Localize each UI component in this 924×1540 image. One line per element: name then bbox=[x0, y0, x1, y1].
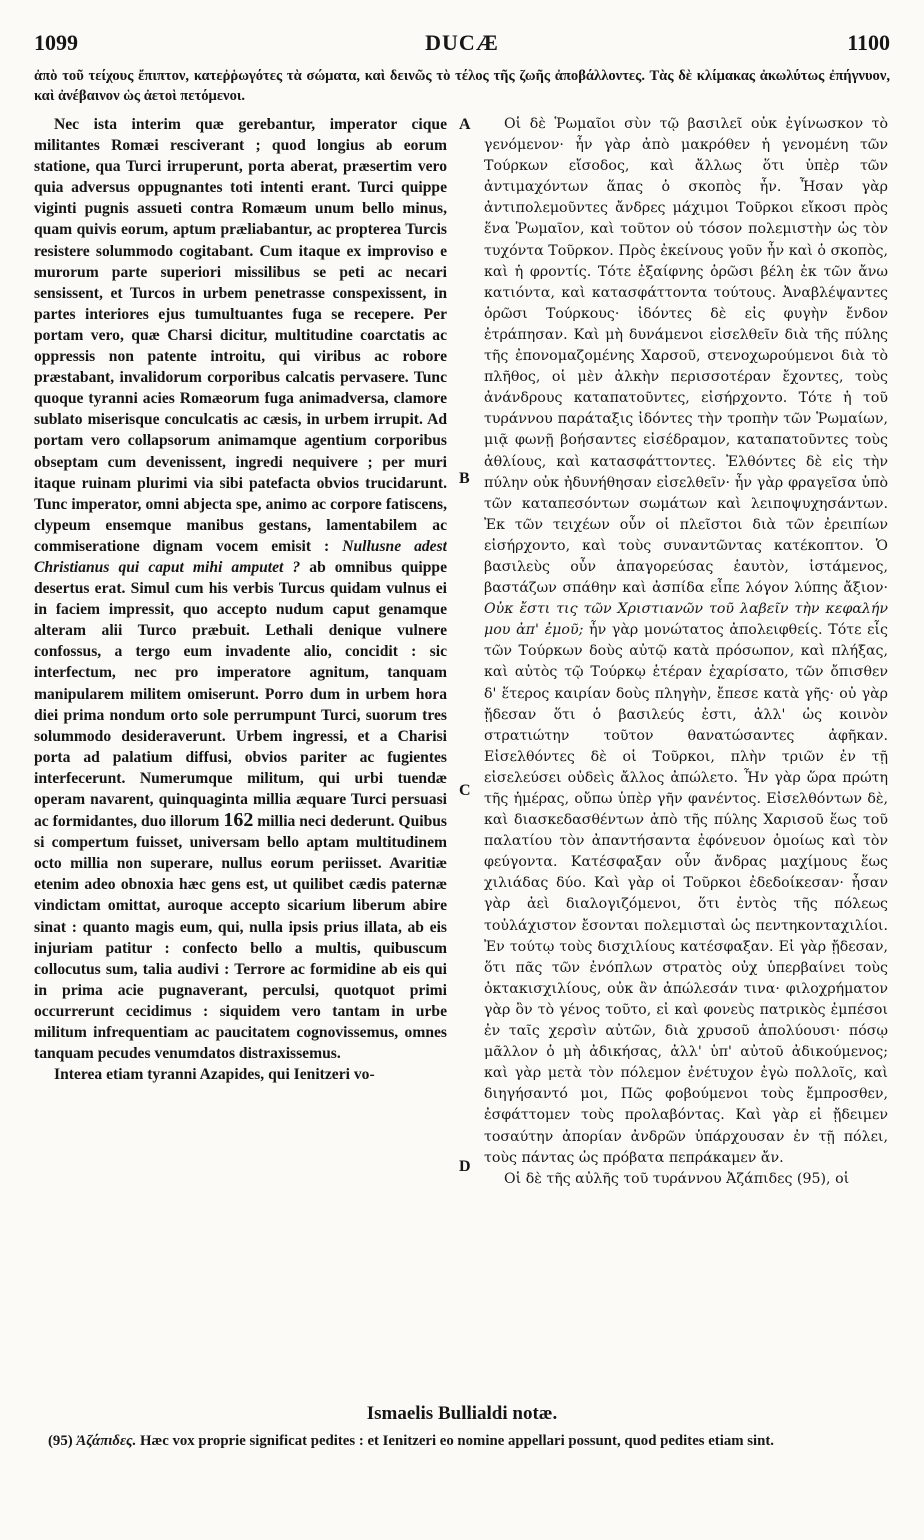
section-marker-c: C bbox=[459, 782, 471, 799]
page-number-right: 1100 bbox=[847, 30, 890, 55]
section-marker-d: D bbox=[459, 1158, 471, 1175]
latin-quote: Nullusne adest Christianus qui caput mihi amputet ? bbox=[34, 537, 447, 576]
column-number: 162 bbox=[223, 809, 254, 832]
greek-column bbox=[484, 114, 888, 1399]
section-marker-b: B bbox=[459, 470, 470, 487]
latin-paragraph-2: Interea etiam tyranni Azapides, qui Ienitzeri vo- bbox=[54, 1066, 375, 1084]
section-marker-a: A bbox=[459, 116, 471, 133]
footnote-number: (95) bbox=[48, 1433, 73, 1449]
footnote-text: Hæc vox proprie significat pedites : et Ienitzeri eo nomine appellari possunt, quod pedites etiam sint. bbox=[140, 1433, 774, 1449]
page-header bbox=[34, 30, 890, 60]
footnote-95 bbox=[48, 1432, 890, 1451]
greek-text-a: Οἱ δὲ Ῥωμαῖοι σὺν τῷ βασιλεῖ οὐκ ἐγίνωσκον τὸ γενόμενον· ἦν γὰρ ἀπὸ μακρόθεν ἡ γενομένη τῶν Τούρκων εἴσοδος, καὶ ἄλλως ὅτι ὑπὲρ τῶν ἀντιμαχόντων ἅπας ὁ σκοπὸς ἦν. Ἦσαν γὰρ ἀντιπολεμοῦντες ἄνδρες μάχιμοι Τοῦρκοι εἴκοσι πρὸς ἕνα Ῥωμαῖον, καὶ τοῦτον οὐ τόσον πολεμιστὴν ὡς τὸν τυχόντα Τοῦρκον. Πρὸς ἐκείνους γοῦν ἦν καὶ ὁ σκοπὸς, καὶ ἡ φροντίς. Τότε ἐξαίφνης ὁρῶσι βέλη ἐκ τῶν ἄνω κατιόντα, καὶ κατασφάττοντα τούτους. Ἀναβλέψαντες ὁρῶσι Τούρκους· ἰδόντες δὲ εἰς φυγὴν ἔνδον ἐτράπησαν. Καὶ μὴ δυνάμενοι εἰσελθεῖν διὰ τῆς πύλης τῆς ἐπονομαζομένης Χαρσοῦ, στενοχωρούμενοι διὰ τὸ πλῆθος, οἱ μὲν ἀλκὴν περισσοτέραν ἔχοντες, τοὺς ἀνάνδρους καταπατοῦντες, εἰσήρχοντο. Τότε ἡ τοῦ τυράννου παράταξις ἰδόντες τὴν τροπὴν τῶν Ῥωμαίων, μιᾷ φωνῇ βοήσαντες εἰσέδραμον, καταπατοῦντες τοὺς ἀθλίους, καὶ κατασφάττοντες. Ἐλθόντες δὲ εἰς τὴν πύλην οὐκ ἠδυνήθησαν εἰσελθεῖν· ἦν γὰρ φραγεῖσα ὑπὸ τῶν καταπεσόντων σωμάτων καὶ λειποψυχησάντων. Ἐκ τῶν τειχέων οὖν οἱ πλεῖστοι διὰ τῶν ἐρειπίων εἰσήρχοντο, καὶ τοὺς συναντῶντας κατέκοπτον. Ὁ βασιλεὺς οὖν ἀπαγορεύσας ἑαυτὸν, ἱστάμενος, βαστάζων σπάθην καὶ ἀσπίδα εἶπε λόγον λύπης ἄξιον· bbox=[484, 116, 888, 597]
greek-paragraph-2: Οἱ δὲ τῆς αὐλῆς τοῦ τυράννου Ἀζάπιδες (95), οἱ bbox=[504, 1170, 850, 1187]
latin-text-a: Nec ista interim quæ gerebantur, imperator cique militantes Romæi resciverant ; quod longius ab eorum statione, qua Turci irruperunt, porta aberat, præsertim vero quia adversus oppugnantes toti intenti erant. Turci quippe viginti pugnis assueti contra Romæum unum bello minus, quam quivis eorum, aptum præliabantur, ac propterea Turcis resistere solummodo cogitabant. Cum itaque ex improviso e murorum parte superiori missilibus se peti ac necari sensissent, et Turcos in urbem penetrasse conspexissent, in partes interiores ejus tumultuantes fuga se recepere. Per portam vero, quæ Charsi dicitur, multitudine coarctatis ac oppressis non patente introitu, qui viribus ac robore præstabant, invalidorum corporibus calcatis pervasere. Tunc quoque tyranni acies Romæorum fuga animadversa, clamore sublato miserisque conculcatis ac cæsis, in urbem irrupit. Ad portam vero collapsorum animamque agentium corporibus obseptam cum devenissent, ingredi nequivere ; per muri itaque ruinam plurimi via sibi patefacta obvios trucidarunt. Tunc imperator, omni abjecta spe, animo ac corpore fatiscens, clypeum ensemque manibus gestans, lamentabilem ac commiseratione dignam vocem emisit : bbox=[34, 116, 447, 555]
page-number-left: 1099 bbox=[34, 30, 78, 55]
greek-quote: Οὐκ ἔστι τις τῶν Χριστιανῶν τοῦ λαβεῖν τὴν κεφαλήν μου ἀπ' ἐμοῦ; bbox=[484, 601, 888, 639]
latin-text-b: ab omnibus quippe desertus erat. Simul cum his verbis Turcus quidam vulnus ei in faciem impressit, quo accepto nudum caput genamque alteram alii Turco præbuit. Lethali denique vulnere confossus, a tergo eum invadente alio, concidit : sic interfectum, nec pro imperatore agnitum, tanquam manipularem militem omiserunt. Porro dum in urbem hora diei prima nondum orto sole perrumpunt Turci, suorum tres solummodo desideraverunt. Urbem ingressi, et a Charisi porta ad palatium diffusi, obvios pariter ac fugientes interfecerunt. Numerumque militum, qui urbi tuendæ operam navarent, quinquaginta millia æquare Turci persuasi ac formidantes, duo illorum bbox=[34, 558, 447, 831]
latin-paragraph-1 bbox=[34, 114, 447, 1064]
latin-text-c: millia neci dederunt. Quibus si compertum fuisset, universam bello aptam multitudinem octo millia non superare, nullus eorum periisset. Avaritiæ etenim adeo obnoxia hæc gens est, ut quilibet cædis paternæ vindictam omittat, auroque accepto sicarium liberum abire sinat : quanto magis eum, qui, nulla ipsis prius illata, ab eis injuriam patitur : confecto bello a multis, quibuscum collocutus sum, talia audivi : Terrore ac formidine ab eis qui in prima acie pugnaverant, perculsi, quotquot primi occurrerunt cecidimus : siquidem vero tantam in urbe militum infrequentiam ac paucitatem cognovissemus, omnes tanquam pecudes venumdatos distraxissemus. bbox=[34, 813, 447, 1063]
intro-greek-line: ἀπὸ τοῦ τείχους ἔπιπτον, κατεῤῥωγότες τὰ σώματα, καὶ δεινῶς τὸ τέλος τῆς ζωῆς ἀποβάλλοντες. Τὰς δὲ κλίμακας ἀκωλύτως ἐπήγνυον, καὶ ἀνέβαινον ὡς ἀετοὶ πετόμενοι. bbox=[34, 68, 890, 104]
notes-heading: Ismaelis Bullialdi notæ. bbox=[366, 1403, 558, 1424]
footnote-greek-word: Ἀζάπιδες. bbox=[76, 1433, 137, 1449]
greek-paragraph-1 bbox=[484, 114, 888, 1169]
greek-text-b: ἦν γὰρ μονώτατος ἀπολειφθείς. Τότε εἷς τῶν Τούρκων δοὺς αὐτῷ κατὰ πρόσωπον, καὶ πλήξας, καὶ αὐτὸς τῷ Τούρκῳ ἑτέραν ἐχαρίσατο, τῶν ὄπισθεν δ' ἕτερος καιρίαν δοὺς πληγὴν, ἔπεσε κατὰ γῆς· οὐ γὰρ ᾔδεσαν ὅτι ὁ βασιλεύς ἐστι, ἀλλ' ὡς κοινὸν στρατιώτην τοῦτον θανατώσαντες ἀφῆκαν. Εἰσελθόντες δὲ οἱ Τοῦρκοι, πλὴν τριῶν ἐν τῇ εἰσελεύσει οὐδεὶς ἄλλος ἀπώλετο. Ἦν γὰρ ὥρα πρώτη τῆς ἡμέρας, οὔπω ὑπὲρ γῆν φανέντος. Εἰσελθόντων δὲ, καὶ διασκεδασθέντων ἀπὸ τῆς πύλης Χαρισοῦ ἕως τοῦ παλατίου τὸν ἀπαντήσαντα ἐφόνευον ὁμοίως καὶ τὸν φεύγοντα. Κατέσφαξαν οὖν ἄνδρας μαχίμους ἕως χιλιάδας δύο. Καὶ γὰρ οἱ Τοῦρκοι ἐδεδοίκεσαν· ἦσαν γὰρ ἀεὶ διαλογιζόμενοι, ὅτι ἐντὸς τῆς πόλεως τοὐλάχιστον ἔσονται πολεμισταὶ ὡς πεντηκονταχιλίοι. Ἐν τούτῳ τοὺς δισχιλίους κατέσφαξαν. Εἰ γὰρ ᾔδεσαν, ὅτι πᾶς τῶν ἐνόπλων στρατὸς οὐχ ὑπερβαίνει τοὺς ὀκτακισχιλίους, οὐκ ἂν ἀπώλεσάν τινα· φιλοχρήματον γὰρ ὂν τὸ γένος τοῦτο, εἰ καὶ φονεὺς πατρικὸς ἐμπέσοι ἐν ταῖς χερσὶν αὐτῶν, διὰ χρυσοῦ ἀπολύουσι· πόσῳ μᾶλλον ὁ μὴ ἀδικήσας, ἀλλ' ὑπ' αὐτοῦ ἀδικούμενος; καὶ γὰρ μετὰ τὸν πόλεμον ἐνέτυχον ἐγὼ πολλοῖς, καὶ διηγήσαντό μοι, Πῶς φοβούμενοι τοὺς ἔμπροσθεν, ἐσφάττομεν τοὺς προλαβόντας. Καὶ γὰρ εἰ ᾔδειμεν τοσαύτην ἀπορίαν ἀνδρῶν ὑπάρχουσαν ἐν τῇ πόλει, τοὺς πάντας ὡς πρόβατα πεπράκαμεν ἄν. bbox=[484, 622, 888, 1166]
latin-column bbox=[34, 114, 447, 1399]
running-title: DUCÆ bbox=[425, 30, 499, 55]
